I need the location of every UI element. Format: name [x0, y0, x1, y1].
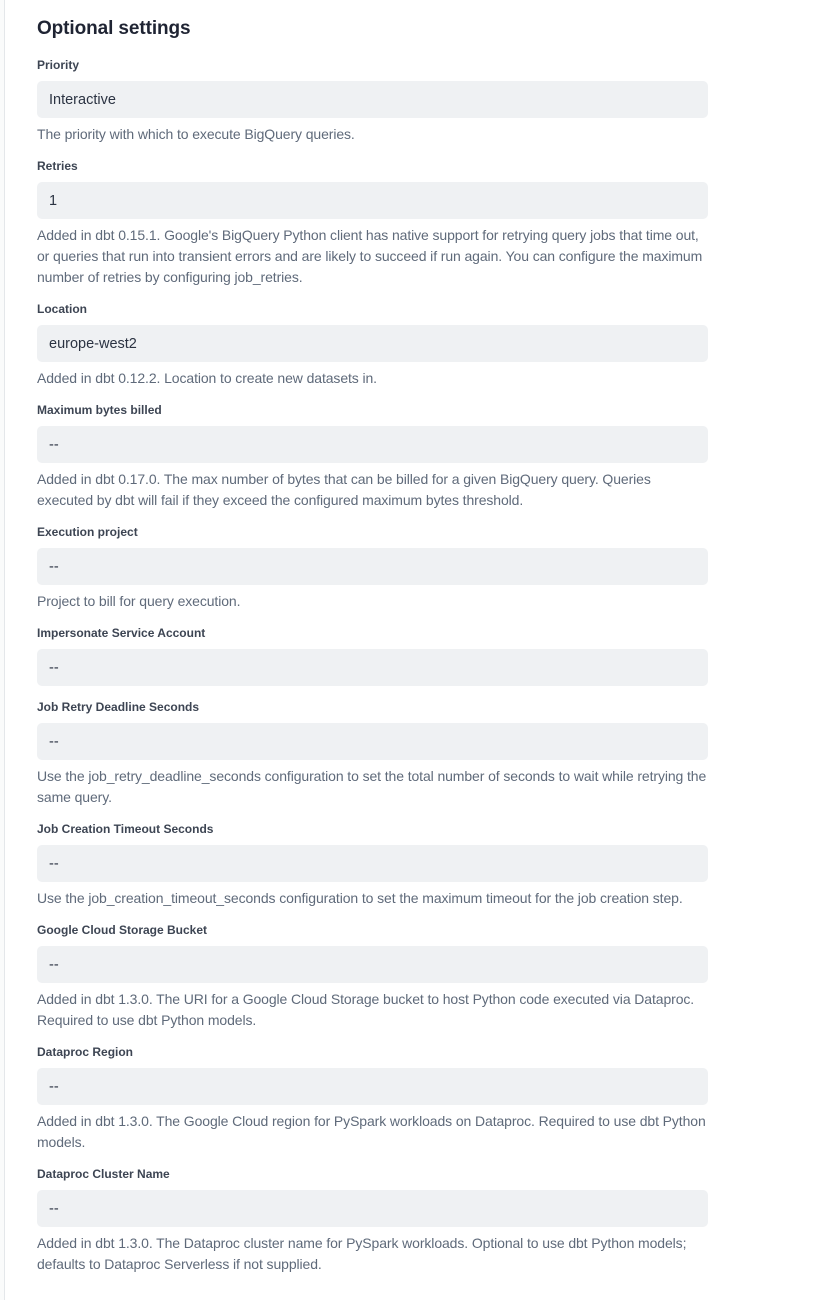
field-input[interactable] [37, 1068, 708, 1105]
field-help-text: The priority with which to execute BigQuery queries. [37, 126, 355, 142]
field-row [37, 525, 708, 612]
field-row [37, 700, 708, 808]
field-help-text: Added in dbt 0.12.2. Location to create new datasets in. [37, 370, 377, 386]
field-row [37, 923, 708, 1031]
field-input[interactable] [37, 723, 708, 760]
field-row [37, 1045, 708, 1153]
field-help-text: Added in dbt 0.15.1. Google's BigQuery Python client has native support for retrying query jobs that time out, or queries that run into transient errors and are likely to succeed if run again. You can configure the maximum number of retries by configuring job_retries. [37, 227, 703, 285]
field-label: Dataproc Cluster Name [37, 1167, 170, 1181]
field-label: Retries [37, 159, 78, 173]
field-row [37, 626, 708, 686]
field-label: Job Retry Deadline Seconds [37, 700, 200, 714]
field-row [37, 58, 708, 145]
field-label: Job Creation Timeout Seconds [37, 822, 214, 836]
field-label: Priority [37, 58, 80, 72]
field-input[interactable] [37, 845, 708, 882]
field-input[interactable] [37, 426, 708, 463]
field-label: Impersonate Service Account [37, 626, 206, 640]
field-help-text: Use the job_retry_deadline_seconds configuration to set the total number of seconds to wait while retrying the same query. [37, 768, 707, 805]
field-row [37, 159, 708, 288]
field-input[interactable] [37, 81, 708, 118]
field-help-text: Added in dbt 1.3.0. The URI for a Google Cloud Storage bucket to host Python code executed via Dataproc. Required to use dbt Python models. [37, 991, 695, 1028]
field-help-text: Project to bill for query execution. [37, 593, 241, 609]
field-row [37, 302, 708, 389]
field-label: Location [37, 302, 87, 316]
field-help-text: Added in dbt 1.3.0. The Dataproc cluster name for PySpark workloads. Optional to use dbt Python models; defaults to Dataproc Serverless if not supplied. [37, 1235, 687, 1272]
field-label: Dataproc Region [37, 1045, 134, 1059]
field-help-text: Use the job_creation_timeout_seconds configuration to set the maximum timeout for the job creation step. [37, 890, 683, 906]
field-input[interactable] [37, 182, 708, 219]
field-input[interactable] [37, 649, 708, 686]
field-row [37, 822, 708, 909]
field-input[interactable] [37, 946, 708, 983]
field-input[interactable] [37, 1190, 708, 1227]
settings-form [37, 58, 708, 1275]
field-label: Execution project [37, 525, 138, 539]
field-label: Maximum bytes billed [37, 403, 162, 417]
field-label: Google Cloud Storage Bucket [37, 923, 208, 937]
field-row [37, 1167, 708, 1275]
field-help-text: Added in dbt 1.3.0. The Google Cloud region for PySpark workloads on Dataproc. Required to use dbt Python models. [37, 1113, 706, 1150]
optional-settings-panel [4, 0, 826, 1300]
field-input[interactable] [37, 325, 708, 362]
page-title: Optional settings [37, 18, 191, 39]
field-input[interactable] [37, 548, 708, 585]
field-row [37, 403, 708, 511]
field-help-text: Added in dbt 0.17.0. The max number of bytes that can be billed for a given BigQuery query. Queries executed by dbt will fail if they exceed the configured maximum bytes threshold. [37, 471, 651, 508]
